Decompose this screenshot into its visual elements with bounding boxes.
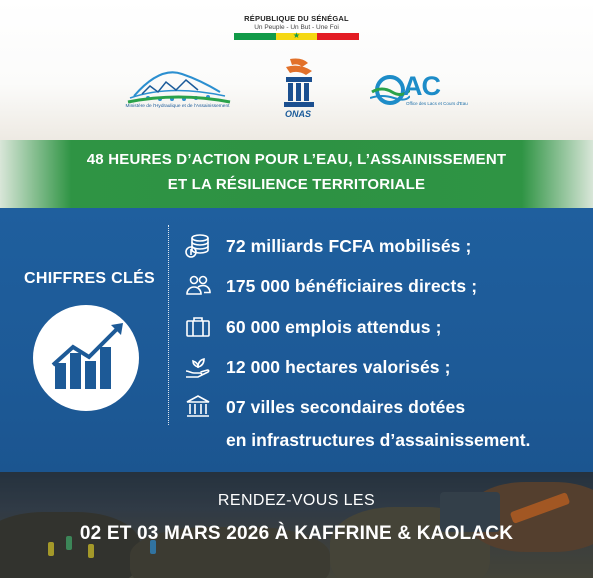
ministry-logo-caption: Ministère de l'Hydraulique et de l'Assainissement: [125, 104, 230, 109]
stat-text-beneficiaries: 175 000 bénéficiaires directs ;: [226, 275, 478, 296]
stat-row: [182, 231, 471, 261]
olac-logo-subcaption: Office des Lacs et Cours d'Eau: [406, 101, 468, 106]
stat-text-hectares: 12 000 hectares valorisés ;: [226, 356, 451, 377]
ministry-logo: [120, 64, 235, 116]
olac-logo-caption: AC: [403, 71, 440, 101]
stat-row: [182, 312, 442, 342]
republic-title: RÉPUBLIQUE DU SÉNÉGAL: [244, 14, 349, 23]
senegal-flag: [234, 33, 359, 40]
event-invite: RENDEZ-VOUS LES: [217, 492, 376, 509]
star-icon: ★: [292, 31, 301, 40]
briefcase-icon: [182, 313, 214, 341]
onas-logo: [272, 55, 324, 125]
stat-row: [182, 392, 465, 422]
stat-text-funding: 72 milliards FCFA mobilisés ;: [226, 235, 472, 256]
stat-row: [182, 352, 451, 382]
building-icon: [182, 393, 214, 421]
title-line-1: 48 HEURES D’ACTION POUR L’EAU, L’ASSAINISSEMENT: [86, 151, 507, 168]
title-band: [0, 140, 593, 208]
key-figures-heading: CHIFFRES CLÉS: [24, 270, 156, 287]
stat-text-jobs: 60 000 emplois attendus ;: [226, 316, 442, 337]
olac-logo: [370, 72, 470, 112]
title-line-2: ET LA RÉSILIENCE TERRITORIALE: [167, 176, 426, 193]
stat-text-cities: 07 villes secondaires dotées: [226, 396, 466, 417]
stat-text-cities-continuation: en infrastructures d’assainissement.: [226, 430, 531, 450]
vertical-divider: [168, 225, 169, 425]
onas-logo-caption: ONAS: [284, 109, 311, 119]
republic-heading: [0, 14, 593, 31]
people-icon: [182, 272, 214, 300]
republic-motto: Un Peuple - Un But - Une Foi: [254, 24, 339, 31]
stat-row: [182, 271, 477, 301]
coins-icon: [182, 232, 214, 260]
growth-chart-icon: [33, 305, 139, 411]
hand-plant-icon: [182, 353, 214, 381]
event-date-place: 02 ET 03 MARS 2026 À KAFFRINE & KAOLACK: [79, 523, 514, 544]
